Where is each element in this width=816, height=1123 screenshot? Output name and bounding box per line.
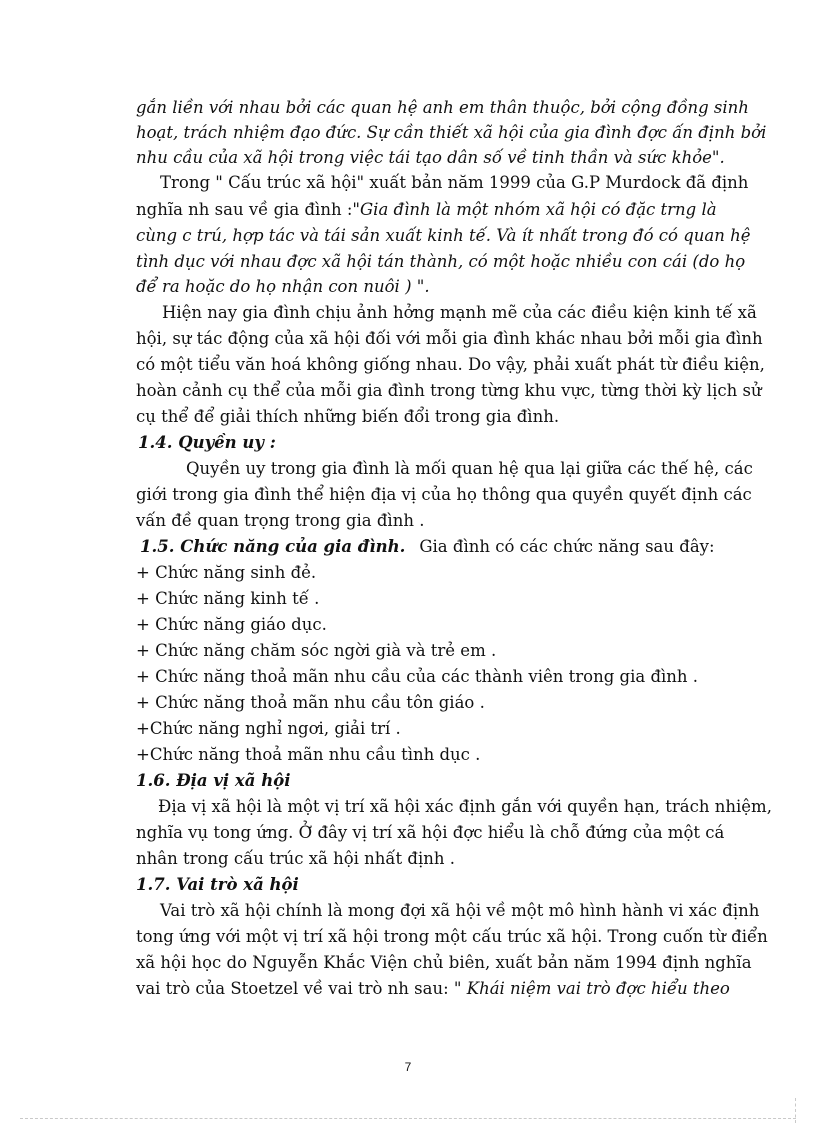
text-line: hoạt, trách nhiệm đạo đức. Sự cần thiết xã hội của gia đình đợc ấn định bởi xyxy=(136,123,767,142)
section-heading-1-6: 1.6. Địa vị xã hội xyxy=(136,771,291,790)
text-line: Hiện nay gia đình chịu ảnh hởng mạnh mẽ của các điều kiện kinh tế xã xyxy=(162,303,757,322)
page-boundary-line xyxy=(795,1098,796,1123)
text-line: Quyền uy trong gia đình là mối quan hệ qua lại giữa các thế hệ, các xyxy=(186,459,753,478)
text-line: tình dục với nhau đợc xã hội tán thành, có một hoặc nhiều con cái (do họ xyxy=(136,252,746,271)
text-span: Gia đình có các chức năng sau đây: xyxy=(419,537,715,556)
text-line: có một tiểu văn hoá không giống nhau. Do vậy, phải xuất phát từ điều kiện, xyxy=(136,355,765,374)
text-line: vấn đề quan trọng trong gia đình . xyxy=(136,511,425,530)
quote-span: " Khái niệm vai trò đợc hiểu theo xyxy=(453,979,730,998)
section-heading-1-4: 1.4. Quyền uy : xyxy=(138,433,276,452)
text-line xyxy=(136,976,730,1002)
text-line: để ra hoặc do họ nhận con nuôi ) ". xyxy=(136,277,430,296)
text-line xyxy=(136,197,726,223)
quote-span: "Gia đình là một nhóm xã hội có đặc trng là xyxy=(352,200,717,219)
text-line: xã hội học do Nguyễn Khắc Viện chủ biên, xuất bản năm 1994 định nghĩa xyxy=(136,953,752,972)
text-line: nhân trong cấu trúc xã hội nhất định . xyxy=(136,849,455,868)
text-line: hội, sự tác động của xã hội đối với mỗi gia đình khác nhau bởi mỗi gia đình xyxy=(136,329,763,348)
text-line: cùng c trú, hợp tác và tái sản xuất kinh tế. Và ít nhất trong đó có quan hệ xyxy=(136,226,751,245)
text-line xyxy=(140,534,730,560)
text-line: nghĩa vụ tong ứng. Ở đây vị trí xã hội đợc hiểu là chỗ đứng của một cá xyxy=(136,823,725,842)
text-line: cụ thể để giải thích những biến đổi trong gia đình. xyxy=(136,407,560,426)
text-span: vai trò của Stoetzel về vai trò nh sau: xyxy=(136,979,449,998)
text-span: nghĩa nh sau về gia đình : xyxy=(136,200,353,219)
list-item: + Chức năng giáo dục. xyxy=(136,615,327,634)
text-line: giới trong gia đình thể hiện địa vị của họ thông qua quyền quyết định các xyxy=(136,485,752,504)
list-item: +Chức năng thoả mãn nhu cầu tình dục . xyxy=(136,745,481,764)
list-item: +Chức năng nghỉ ngơi, giải trí . xyxy=(136,719,401,738)
text-line: Vai trò xã hội chính là mong đợi xã hội về một mô hình hành vi xác định xyxy=(160,901,760,920)
text-line: nhu cầu của xã hội trong việc tái tạo dân số về tinh thần và sức khỏe". xyxy=(136,148,725,167)
text-line: Địa vị xã hội là một vị trí xã hội xác định gắn với quyền hạn, trách nhiệm, xyxy=(158,797,772,816)
page-number: 7 xyxy=(404,1060,412,1074)
list-item: + Chức năng sinh đẻ. xyxy=(136,563,317,582)
list-item: + Chức năng kinh tế . xyxy=(136,589,320,608)
text-line: Trong " Cấu trúc xã hội" xuất bản năm 1999 của G.P Murdock đã định xyxy=(160,173,749,192)
list-item: + Chức năng thoả mãn nhu cầu của các thành viên trong gia đình . xyxy=(136,667,699,686)
section-heading-1-7: 1.7. Vai trò xã hội xyxy=(136,875,299,894)
section-heading-1-5: 1.5. Chức năng của gia đình. xyxy=(140,537,406,556)
list-item: + Chức năng chăm sóc ngời già và trẻ em . xyxy=(136,641,497,660)
text-line: gắn liền với nhau bởi các quan hệ anh em thân thuộc, bởi cộng đồng sinh xyxy=(136,98,749,117)
list-item: + Chức năng thoả mãn nhu cầu tôn giáo . xyxy=(136,693,485,712)
text-line: hoàn cảnh cụ thể của mỗi gia đình trong từng khu vực, từng thời kỳ lịch sử xyxy=(136,381,762,400)
text-line: tong ứng với một vị trí xã hội trong một cấu trúc xã hội. Trong cuốn từ điển xyxy=(136,927,768,946)
page-boundary-line xyxy=(20,1118,796,1119)
